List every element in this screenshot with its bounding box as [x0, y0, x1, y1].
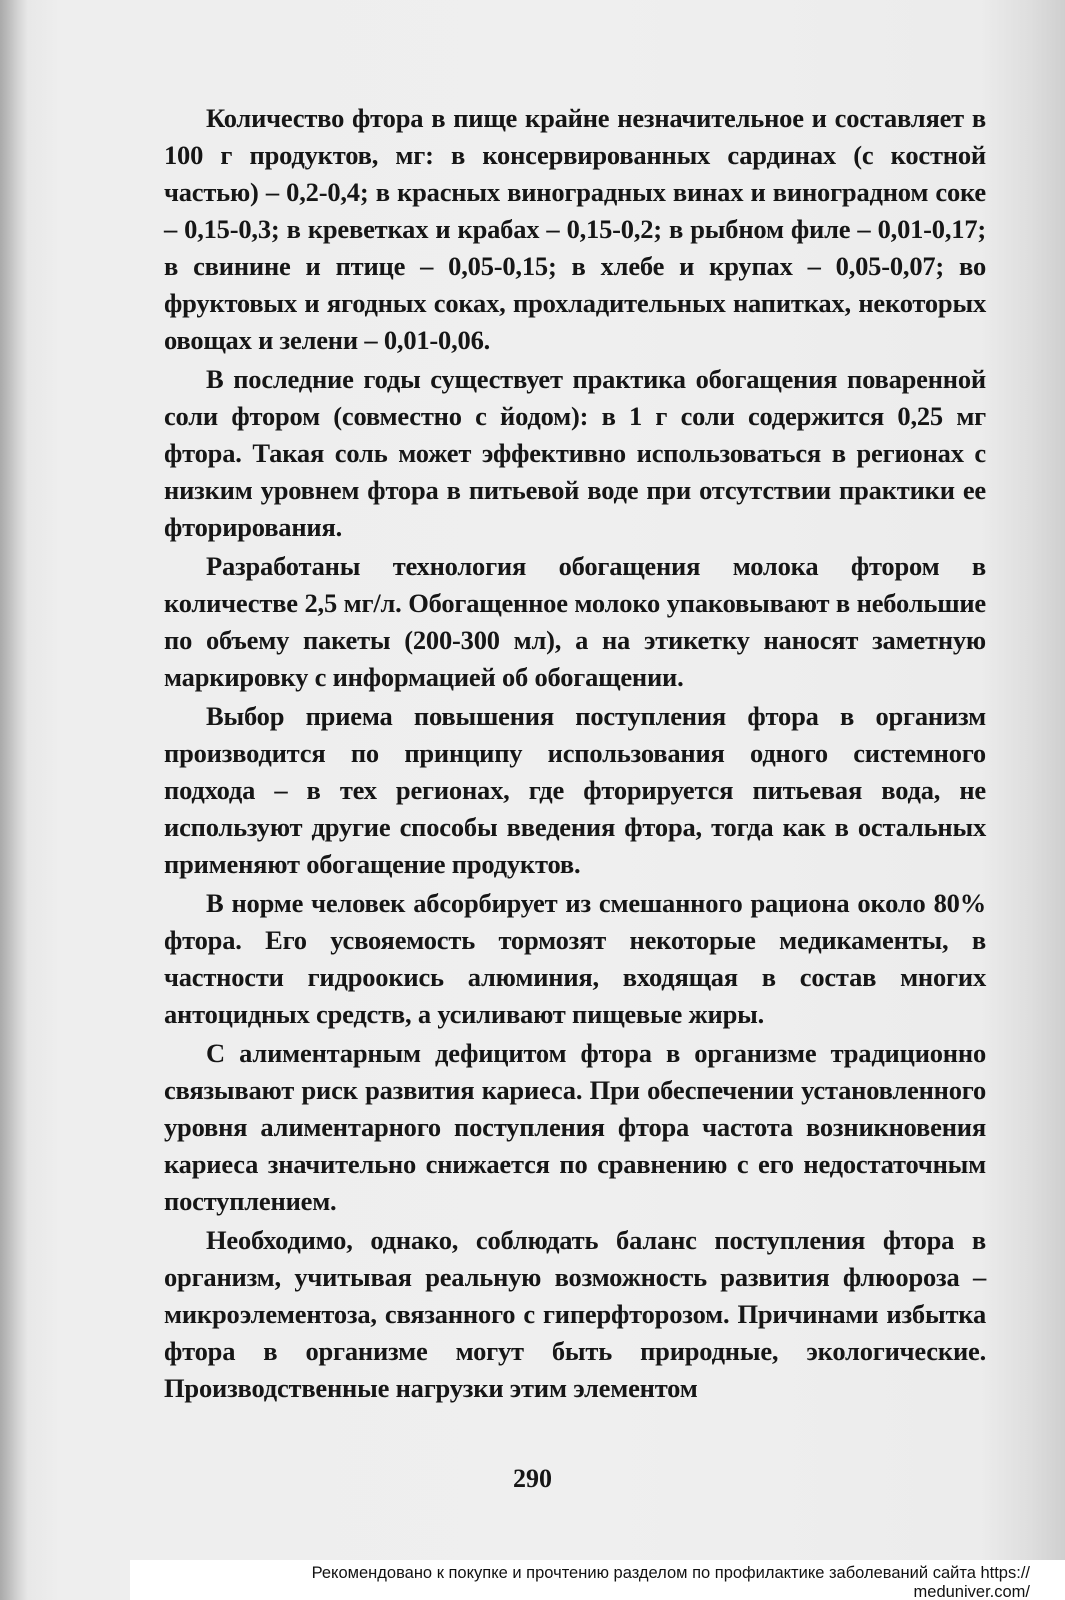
paragraph-fluoridated-milk: Разработаны технология обогащения молока фтором в количестве 2,5 мг/л. Обогащенное молоко упаковывают в небольшие по объему пакеты (200-300 мл), а на этикетку наносят заметную маркировку с информацией об обогащении.	[164, 551, 986, 692]
paragraph-fluoridated-salt: В последние годы существует практика обогащения поваренной соли фтором (совместно с йодом): в 1 г соли содержится 0,25 мг фтора. Такая соль может эффективно использоваться в регионах с низким уровнем фтора в питьевой воде при отсутствии практики ее фторирования.	[164, 364, 986, 542]
body-text	[164, 100, 986, 1409]
paragraph-fluorine-in-food: Количество фтора в пище крайне незначительное и составляет в 100 г продуктов, мг: в консервированных сардинах (с костной частью) – 0,2-0,4; в красных виноградных винах и виноградном соке – 0,15-0,3; в креветках и крабах – 0,15-0,2; в рыбном филе – 0,01-0,17; в свинине и птице – 0,05-0,15; в хлебе и крупах – 0,05-0,07; во фруктовых и ягодных соках, прохладительных напитках, некоторых овощах и зелени – 0,01-0,06.	[164, 103, 986, 355]
paragraph-method-choice: Выбор приема повышения поступления фтора в организм производится по принципу использования одного системного подхода – в тех регионах, где фторируется питьевая вода, не используют другие способы введения фтора, тогда как в остальных применяют обогащение продуктов.	[164, 701, 986, 879]
footer-line-2[interactable]: meduniver.com/	[913, 1583, 1030, 1600]
footer-line-1: Рекомендовано к покупке и прочтению разделом по профилактике заболеваний сайта https://	[311, 1564, 1030, 1582]
page-number: 290	[513, 1464, 552, 1493]
paragraph-fluorosis-balance: Необходимо, однако, соблюдать баланс поступления фтора в организм, учитывая реальную возможность развития флюороза – микроэлементоза, связанного с гиперфторозом. Причинами избытка фтора в организме могут быть природные, экологические. Производственные нагрузки этим элементом	[164, 1225, 986, 1403]
paragraph-absorption: В норме человек абсорбирует из смешанного рациона около 80% фтора. Его усвояемость тормозят некоторые медикаменты, в частности гидроокись алюминия, входящая в состав многих антоцидных средств, а усиливают пищевые жиры.	[164, 888, 986, 1029]
paragraph-caries-risk: С алиментарным дефицитом фтора в организме традиционно связывают риск развития кариеса. При обеспечении установленного уровня алиментарного поступления фтора частота возникновения кариеса значительно снижается по сравнению с его недостаточным поступлением.	[164, 1038, 986, 1216]
footer-note	[130, 1564, 1036, 1600]
page-binding-shadow	[0, 0, 28, 1600]
